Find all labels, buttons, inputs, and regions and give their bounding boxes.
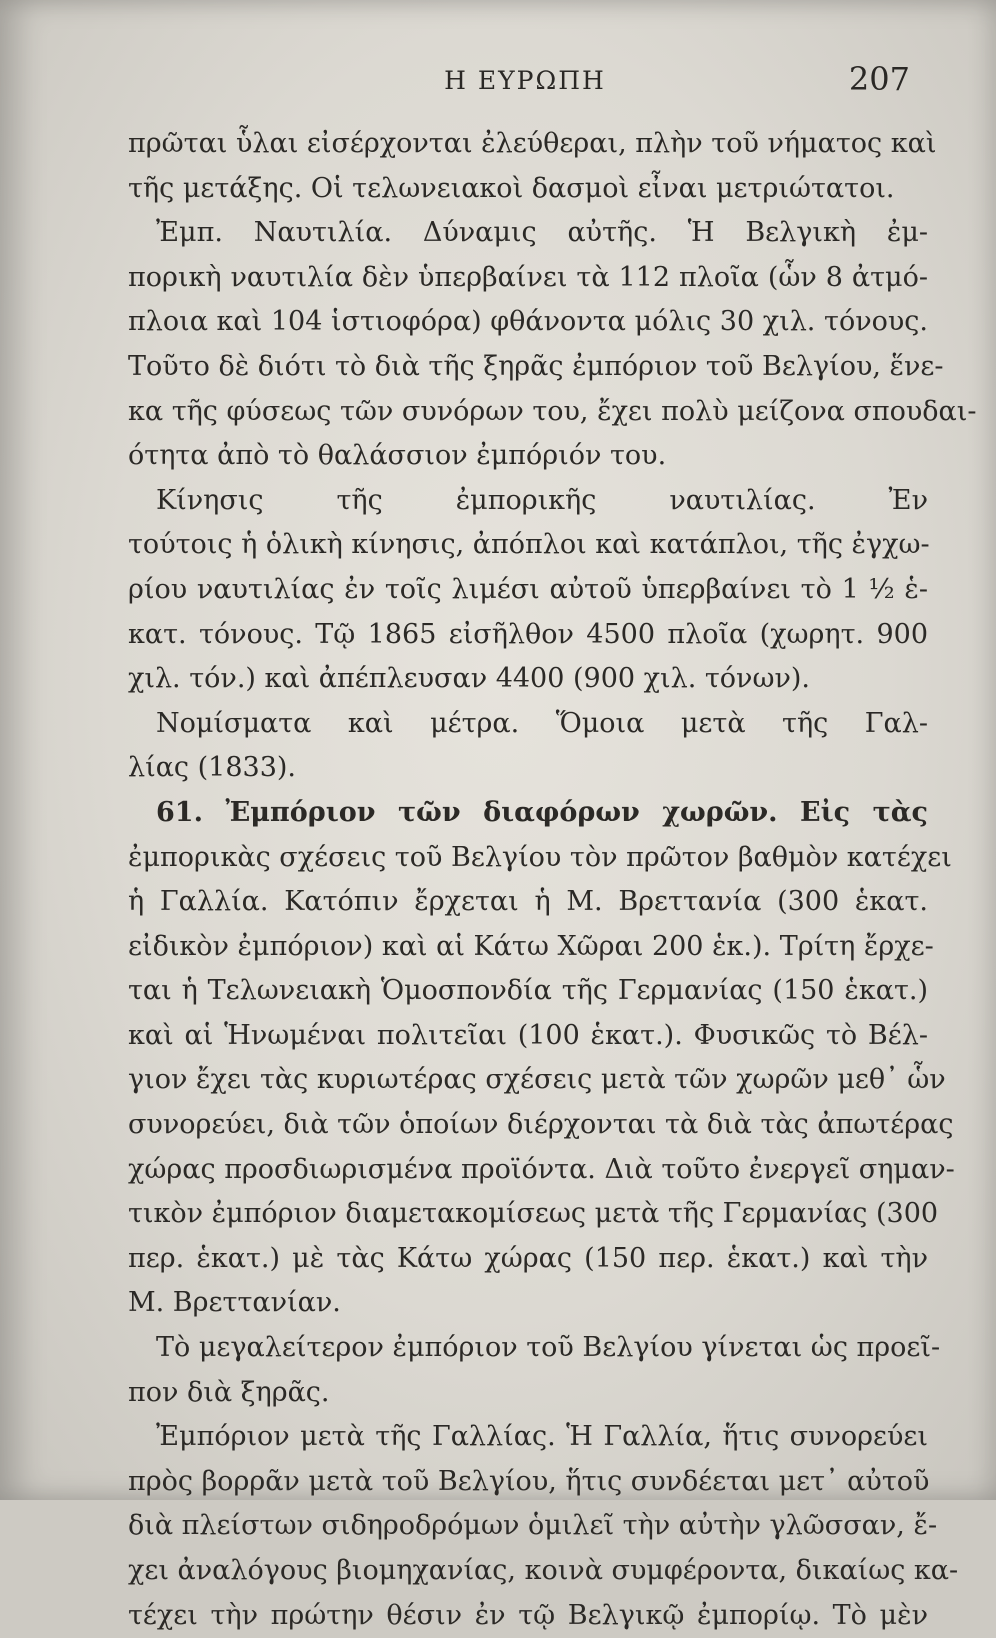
body-text xyxy=(128,122,977,1638)
text-line: γιον ἔχει τὰς κυριωτέρας σχέσεις μετὰ τῶν χωρῶν μεθ᾽ ὧν xyxy=(128,1064,946,1096)
text-line: ται ἡ Τελωνειακὴ Ὁμοσπονδία τῆς Γερμανίας (150 ἑκατ.) xyxy=(128,975,928,1007)
text-line: λίας (1833). xyxy=(128,752,296,784)
text-line: πορικὴ ναυτιλία δὲν ὑπερβαίνει τὰ 112 πλοῖα (ὧν 8 ἀτμό- xyxy=(128,261,928,293)
page-header xyxy=(130,58,920,108)
text-line: ἡ Γαλλία. Κατόπιν ἔρχεται ἡ Μ. Βρεττανία (300 ἑκατ. xyxy=(128,886,928,918)
text-line: ρίου ναυτιλίας ἐν τοῖς λιμέσι αὐτοῦ ὑπερβαίνει τὸ 1 ½ ἑ- xyxy=(128,573,928,605)
text-line: χιλ. τόν.) καὶ ἀπέπλευσαν 4400 (900 χιλ. τόνων). xyxy=(128,663,811,695)
text-line: ότητα ἀπὸ τὸ θαλάσσιον ἐμπόριόν του. xyxy=(128,440,667,472)
text-line: τικὸν ἐμπόριον διαμετακομίσεως μετὰ τῆς Γερμανίας (300 xyxy=(128,1198,939,1230)
text-line: Ἐμπ. Ναυτιλία. Δύναμις αὐτῆς. Ἡ Βελγικὴ ἐμ- xyxy=(156,217,928,249)
running-title: Η ΕΥΡΩΠΗ xyxy=(444,66,606,95)
text-line: ἐμπορικὰς σχέσεις τοῦ Βελγίου τὸν πρῶτον βαθμὸν κατέχει xyxy=(128,841,952,873)
text-line: πον διὰ ξηρᾶς. xyxy=(128,1376,330,1408)
text-line: κα τῆς φύσεως τῶν συνόρων του, ἔχει πολὺ μείζονα σπουδαι- xyxy=(128,395,977,427)
text-line: πλοια καὶ 104 ἱστιοφόρα) φθάνοντα μόλις 30 χιλ. τόνους. xyxy=(128,306,928,338)
section-heading-line: 61. Ἐμπόριον τῶν διαφόρων χωρῶν. Εἰς τὰς xyxy=(156,796,928,828)
text-line: πρὸς βορρᾶν μετὰ τοῦ Βελγίου, ἥτις συνδέεται μετ᾽ αὐτοῦ xyxy=(128,1465,930,1497)
text-line: Τὸ μεγαλείτερον ἐμπόριον τοῦ Βελγίου γίνεται ὡς προεῖ- xyxy=(156,1332,941,1364)
text-line: τῆς μετάξης. Οἱ τελωνειακοὶ δασμοὶ εἶναι μετριώτατοι. xyxy=(128,172,895,204)
text-line: περ. ἑκατ.) μὲ τὰς Κάτω χώρας (150 περ. ἑκατ.) καὶ τὴν xyxy=(128,1242,928,1274)
text-line: Νομίσματα καὶ μέτρα. Ὅμοια μετὰ τῆς Γαλ- xyxy=(156,707,928,739)
text-line: Ἐμπόριον μετὰ τῆς Γαλλίας. Ἡ Γαλλία, ἥτις συνορεύει xyxy=(156,1421,928,1453)
text-line: κατ. τόνους. Τῷ 1865 εἰσῆλθον 4500 πλοῖα (χωρητ. 900 xyxy=(128,618,928,650)
text-line: χει ἀναλόγους βιομηχανίας, κοινὰ συμφέροντα, δικαίως κα- xyxy=(128,1555,959,1586)
text-line: καὶ αἱ Ἡνωμέναι πολιτεῖαι (100 ἑκατ.). Φυσικῶς τὸ Βέλ- xyxy=(128,1019,928,1051)
text-line: Κίνησις τῆς ἐμπορικῆς ναυτιλίας. Ἐν xyxy=(156,484,928,516)
text-line: συνορεύει, διὰ τῶν ὁποίων διέρχονται τὰ διὰ τὰς ἀπωτέρας xyxy=(128,1109,954,1141)
text-line: χώρας προσδιωρισμένα προϊόντα. Διὰ τοῦτο ἐνεργεῖ σημαν- xyxy=(128,1153,955,1185)
text-line: Τοῦτο δὲ διότι τὸ διὰ τῆς ξηρᾶς ἐμπόριον τοῦ Βελγίου, ἕνε- xyxy=(128,350,944,382)
text-line: διὰ πλείστων σιδηροδρόμων ὁμιλεῖ τὴν αὐτὴν γλῶσσαν, ἔ- xyxy=(128,1510,938,1542)
text-line: πρῶται ὗλαι εἰσέρχονται ἐλεύθεραι, πλὴν τοῦ νήματος καὶ xyxy=(128,128,937,159)
text-line: Μ. Βρεττανίαν. xyxy=(128,1287,341,1319)
text-line: τέχει τὴν πρώτην θέσιν ἐν τῷ Βελγικῷ ἐμπορίῳ. Τὸ μὲν xyxy=(128,1599,928,1631)
text-line: τούτοις ἡ ὁλικὴ κίνησις, ἀπόπλοι καὶ κατάπλοι, τῆς ἐγχω- xyxy=(128,529,930,561)
text-line: εἰδικὸν ἐμπόριον) καὶ αἱ Κάτω Χῶραι 200 ἑκ.). Τρίτη ἔρχε- xyxy=(128,930,934,962)
page-number: 207 xyxy=(848,60,910,98)
